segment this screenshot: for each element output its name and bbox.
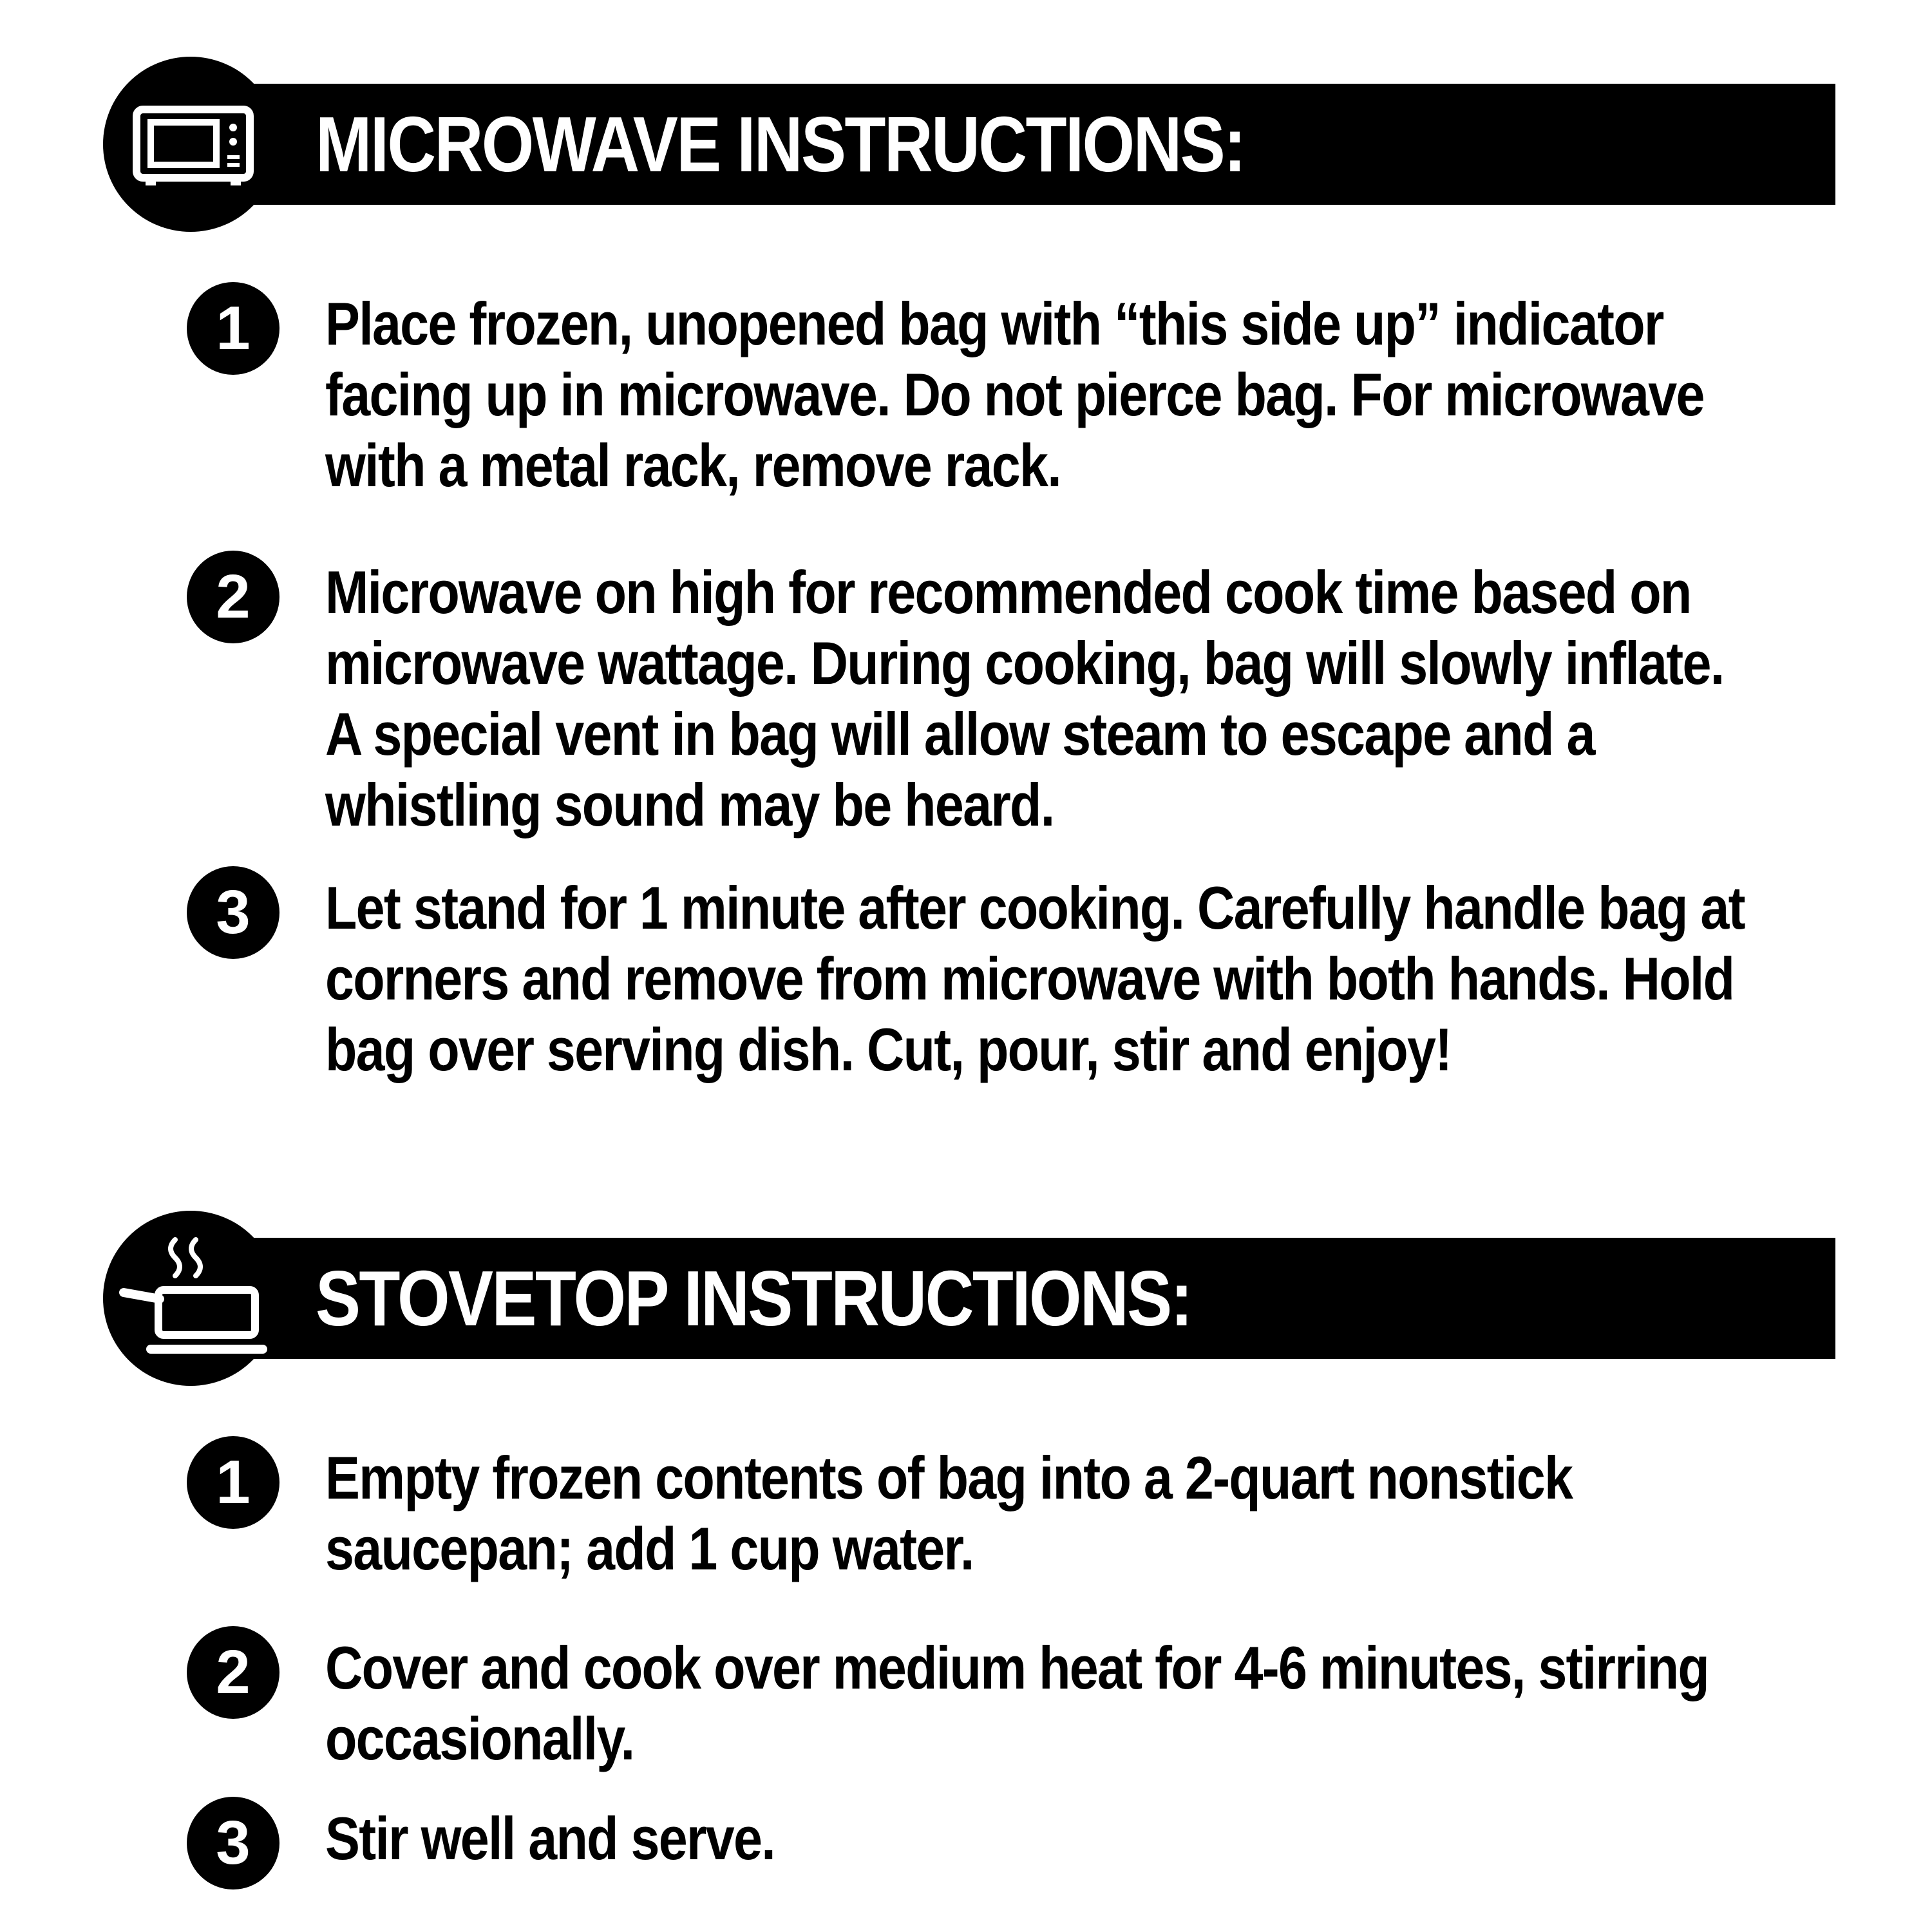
step-number-badge: 1 <box>187 1436 279 1529</box>
step-number-badge: 3 <box>187 1797 279 1889</box>
step-number-badge: 2 <box>187 551 279 643</box>
step-text: Empty frozen contents of bag into a 2-quart nonstick saucepan; add 1 cup water. <box>325 1444 1573 1582</box>
step-number-badge: 2 <box>187 1626 279 1719</box>
step-text: Microwave on high for recommended cook time based on microwave wattage. During cooking, bag will slowly inflate. A special vent in bag will allow steam to escape and a whistling sound may be heard. <box>325 558 1724 838</box>
step-text: Cover and cook over medium heat for 4-6 minutes, stirring occasionally. <box>325 1634 1709 1772</box>
step-number-badge: 3 <box>187 866 279 959</box>
step-text: Stir well and serve. <box>325 1804 775 1872</box>
step-text: Place frozen, unopened bag with “this side up” indicator facing up in microwave. Do not pierce bag. For microwave with a metal rack, remove rack. <box>325 290 1704 499</box>
step-text: Let stand for 1 minute after cooking. Carefully handle bag at corners and remove from microwave with both hands. Hold bag over serving dish. Cut, pour, stir and enjoy! <box>325 874 1745 1083</box>
saucepan-steam-icon <box>116 1233 270 1362</box>
step-number-badge: 1 <box>187 282 279 375</box>
microwave-title: MICROWAVE INSTRUCTIONS: <box>316 100 1245 188</box>
stovetop-title: STOVETOP INSTRUCTIONS: <box>316 1255 1191 1342</box>
microwave-icon <box>129 102 258 192</box>
